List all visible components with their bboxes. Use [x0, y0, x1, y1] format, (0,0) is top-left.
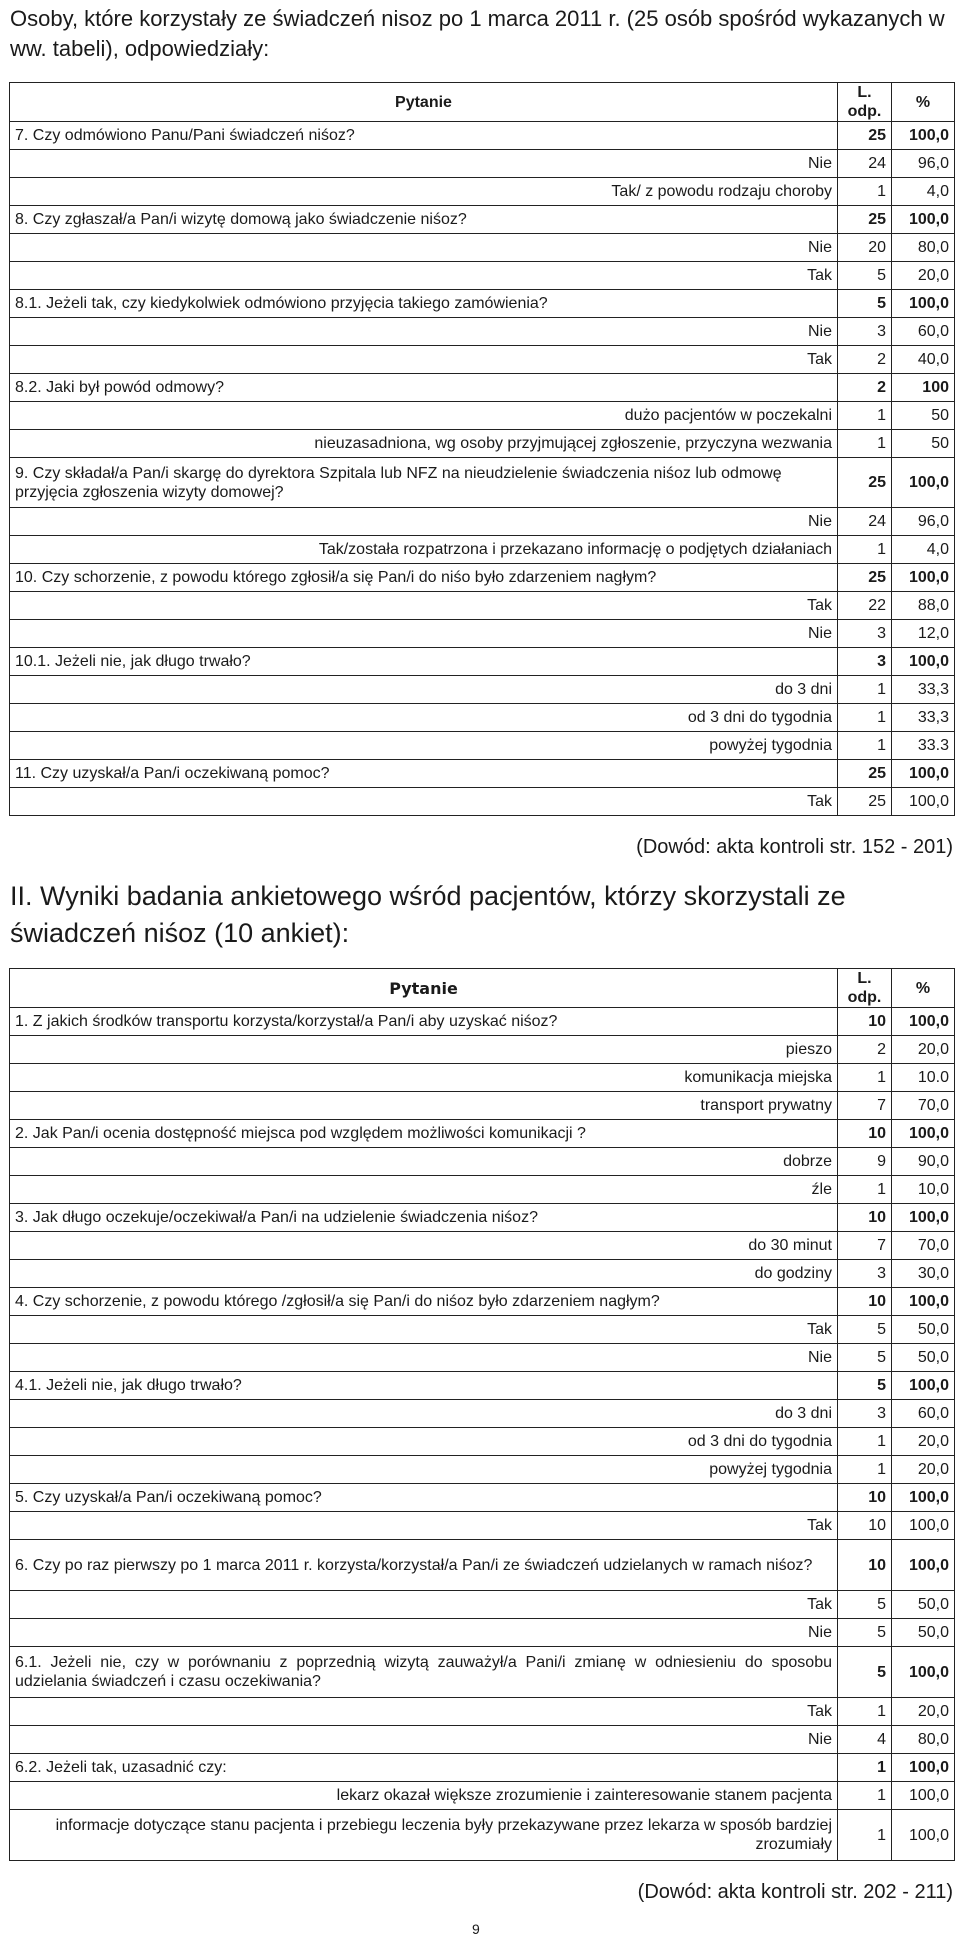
percent-cell: 30,0: [892, 1260, 955, 1288]
count-cell: 1: [838, 1064, 892, 1092]
question-row: [10, 1540, 955, 1591]
answer-row: [10, 1176, 955, 1204]
answer-row: [10, 1698, 955, 1726]
header-percent: %: [892, 83, 955, 122]
evidence-note-1: (Dowód: akta kontroli str. 152 - 201): [636, 836, 953, 858]
count-cell: 5: [838, 1647, 892, 1698]
answer-text: Nie: [10, 318, 838, 346]
count-cell: 9: [838, 1148, 892, 1176]
answer-text: od 3 dni do tygodnia: [10, 704, 838, 732]
percent-cell: 60,0: [892, 318, 955, 346]
count-cell: 3: [838, 1400, 892, 1428]
answer-text: źle: [10, 1176, 838, 1204]
question-row: [10, 1288, 955, 1316]
answer-row: [10, 1260, 955, 1288]
count-cell: 5: [838, 1344, 892, 1372]
header-question: Pytanie: [10, 83, 838, 122]
percent-cell: 100,0: [892, 1372, 955, 1400]
percent-cell: 50,0: [892, 1619, 955, 1647]
count-cell: 3: [838, 648, 892, 676]
count-cell: 2: [838, 374, 892, 402]
count-cell: 1: [838, 402, 892, 430]
question-text: 9. Czy składał/a Pan/i skargę do dyrektora Szpitala lub NFZ na nieudzielenie świadczenia niśoz lub odmowę przyjęcia zgłoszenia wizyty domowej?: [10, 458, 838, 508]
survey-table-2-body: [10, 969, 955, 1861]
answer-row: [10, 1428, 955, 1456]
percent-cell: 4,0: [892, 178, 955, 206]
answer-row: [10, 1619, 955, 1647]
answer-text: do 3 dni: [10, 1400, 838, 1428]
answer-text: pieszo: [10, 1036, 838, 1064]
percent-cell: 100,0: [892, 1540, 955, 1591]
answer-row: [10, 1726, 955, 1754]
answer-row: [10, 1512, 955, 1540]
answer-row: [10, 508, 955, 536]
answer-text: informacje dotyczące stanu pacjenta i przebiegu leczenia były przekazywane przez lekarza w sposób bardziej zrozumiały: [10, 1810, 838, 1861]
question-row: [10, 1647, 955, 1698]
question-row: [10, 374, 955, 402]
percent-cell: 100,0: [892, 1204, 955, 1232]
answer-text: Tak: [10, 1316, 838, 1344]
answer-row: [10, 346, 955, 374]
percent-cell: 20,0: [892, 1456, 955, 1484]
count-cell: 25: [838, 206, 892, 234]
question-row: [10, 564, 955, 592]
percent-cell: 40,0: [892, 346, 955, 374]
percent-cell: 96,0: [892, 150, 955, 178]
answer-row: [10, 788, 955, 816]
percent-cell: 70,0: [892, 1092, 955, 1120]
count-cell: 25: [838, 564, 892, 592]
percent-cell: 4,0: [892, 536, 955, 564]
count-cell: 3: [838, 620, 892, 648]
question-text: 3. Jak długo oczekuje/oczekiwał/a Pan/i na udzielenie świadczenia niśoz?: [10, 1204, 838, 1232]
percent-cell: 100,0: [892, 1008, 955, 1036]
percent-cell: 50,0: [892, 1316, 955, 1344]
answer-row: [10, 536, 955, 564]
question-text: 4.1. Jeżeli nie, jak długo trwało?: [10, 1372, 838, 1400]
count-cell: 7: [838, 1232, 892, 1260]
answer-text: Nie: [10, 1619, 838, 1647]
count-cell: 1: [838, 536, 892, 564]
percent-cell: 33,3: [892, 676, 955, 704]
count-cell: 10: [838, 1204, 892, 1232]
question-row: [10, 290, 955, 318]
count-cell: 5: [838, 1619, 892, 1647]
evidence-note-2: (Dowód: akta kontroli str. 202 - 211): [637, 1881, 953, 1903]
answer-text: Nie: [10, 1344, 838, 1372]
count-cell: 1: [838, 178, 892, 206]
percent-cell: 20,0: [892, 1698, 955, 1726]
answer-text: do 30 minut: [10, 1232, 838, 1260]
percent-cell: 100,0: [892, 290, 955, 318]
percent-cell: 100,0: [892, 648, 955, 676]
answer-row: [10, 1316, 955, 1344]
question-row: [10, 1754, 955, 1782]
count-cell: 24: [838, 508, 892, 536]
question-row: [10, 1204, 955, 1232]
percent-cell: 100,0: [892, 760, 955, 788]
percent-cell: 50: [892, 430, 955, 458]
percent-cell: 100,0: [892, 458, 955, 508]
count-cell: 10: [838, 1540, 892, 1591]
question-text: 4. Czy schorzenie, z powodu którego /zgłosił/a się Pan/i do niśoz było zdarzeniem nagłym?: [10, 1288, 838, 1316]
percent-cell: 60,0: [892, 1400, 955, 1428]
answer-text: powyżej tygodnia: [10, 1456, 838, 1484]
answer-text: Tak: [10, 1512, 838, 1540]
section-heading: II. Wyniki badania ankietowego wśród pacjentów, którzy skorzystali ze świadczeń niśoz (10 ankiet):: [10, 881, 846, 948]
answer-row: [10, 178, 955, 206]
question-text: 10. Czy schorzenie, z powodu którego zgłosił/a się Pan/i do niśo było zdarzeniem nagłym?: [10, 564, 838, 592]
answer-text: do 3 dni: [10, 676, 838, 704]
count-cell: 1: [838, 704, 892, 732]
answer-text: Tak: [10, 346, 838, 374]
count-cell: 1: [838, 430, 892, 458]
percent-cell: 100,0: [892, 1484, 955, 1512]
question-row: [10, 1008, 955, 1036]
percent-cell: 100,0: [892, 1120, 955, 1148]
percent-cell: 50: [892, 402, 955, 430]
count-cell: 1: [838, 1810, 892, 1861]
answer-text: Tak: [10, 1591, 838, 1619]
count-cell: 1: [838, 1782, 892, 1810]
answer-text: Nie: [10, 620, 838, 648]
count-cell: 4: [838, 1726, 892, 1754]
count-cell: 5: [838, 290, 892, 318]
answer-text: Nie: [10, 508, 838, 536]
answer-text: Nie: [10, 1726, 838, 1754]
percent-cell: 100,0: [892, 1647, 955, 1698]
count-cell: 1: [838, 676, 892, 704]
header-percent: %: [892, 969, 955, 1008]
header-question: Pytanie: [10, 969, 838, 1008]
question-row: [10, 1372, 955, 1400]
survey-table-1-body: [10, 83, 955, 816]
percent-cell: 20,0: [892, 1036, 955, 1064]
percent-cell: 20,0: [892, 1428, 955, 1456]
answer-row: [10, 1092, 955, 1120]
header-count: L. odp.: [838, 969, 892, 1008]
question-text: 6.1. Jeżeli nie, czy w porównaniu z poprzednią wizytą zauważył/a Pani/i zmianę w odniesieniu do sposobu udzielania świadczeń i czasu oczekiwania?: [10, 1647, 838, 1698]
percent-cell: 100,0: [892, 122, 955, 150]
survey-table-1: [9, 82, 955, 816]
count-cell: 10: [838, 1008, 892, 1036]
answer-row: [10, 430, 955, 458]
question-text: 8.2. Jaki był powód odmowy?: [10, 374, 838, 402]
answer-text: Tak/ z powodu rodzaju choroby: [10, 178, 838, 206]
answer-text: Tak: [10, 1698, 838, 1726]
percent-cell: 100,0: [892, 1810, 955, 1861]
percent-cell: 88,0: [892, 592, 955, 620]
percent-cell: 80,0: [892, 234, 955, 262]
answer-text: transport prywatny: [10, 1092, 838, 1120]
percent-cell: 10.0: [892, 1064, 955, 1092]
question-text: 1. Z jakich środków transportu korzysta/korzystał/a Pan/i aby uzyskać niśoz?: [10, 1008, 838, 1036]
question-text: 8.1. Jeżeli tak, czy kiedykolwiek odmówiono przyjęcia takiego zamówienia?: [10, 290, 838, 318]
percent-cell: 50,0: [892, 1591, 955, 1619]
answer-row: [10, 1591, 955, 1619]
answer-row: [10, 1036, 955, 1064]
count-cell: 5: [838, 1316, 892, 1344]
percent-cell: 20,0: [892, 262, 955, 290]
percent-cell: 10,0: [892, 1176, 955, 1204]
count-cell: 2: [838, 346, 892, 374]
count-cell: 25: [838, 788, 892, 816]
question-text: 8. Czy zgłaszał/a Pan/i wizytę domową jako świadczenie niśoz?: [10, 206, 838, 234]
percent-cell: 100,0: [892, 1288, 955, 1316]
count-cell: 20: [838, 234, 892, 262]
table-header-row: [10, 83, 955, 122]
answer-text: nieuzasadniona, wg osoby przyjmującej zgłoszenie, przyczyna wezwania: [10, 430, 838, 458]
answer-text: Tak: [10, 262, 838, 290]
percent-cell: 80,0: [892, 1726, 955, 1754]
question-text: 11. Czy uzyskał/a Pan/i oczekiwaną pomoc?: [10, 760, 838, 788]
answer-text: Tak: [10, 788, 838, 816]
answer-row: [10, 620, 955, 648]
question-row: [10, 122, 955, 150]
count-cell: 10: [838, 1512, 892, 1540]
question-row: [10, 760, 955, 788]
count-cell: 3: [838, 318, 892, 346]
answer-row: [10, 402, 955, 430]
percent-cell: 33.3: [892, 732, 955, 760]
count-cell: 5: [838, 1591, 892, 1619]
percent-cell: 100,0: [892, 1782, 955, 1810]
answer-row: [10, 592, 955, 620]
question-row: [10, 206, 955, 234]
question-row: [10, 1120, 955, 1148]
answer-row: [10, 732, 955, 760]
page-number: 9: [472, 1921, 480, 1937]
percent-cell: 100,0: [892, 788, 955, 816]
percent-cell: 96,0: [892, 508, 955, 536]
answer-text: od 3 dni do tygodnia: [10, 1428, 838, 1456]
answer-row: [10, 676, 955, 704]
question-row: [10, 1484, 955, 1512]
count-cell: 1: [838, 1176, 892, 1204]
answer-text: dużo pacjentów w poczekalni: [10, 402, 838, 430]
table-header-row: [10, 969, 955, 1008]
answer-row: [10, 150, 955, 178]
count-cell: 25: [838, 122, 892, 150]
answer-row: [10, 262, 955, 290]
percent-cell: 100,0: [892, 564, 955, 592]
count-cell: 1: [838, 1698, 892, 1726]
answer-row: [10, 1810, 955, 1861]
answer-row: [10, 1148, 955, 1176]
answer-row: [10, 1232, 955, 1260]
percent-cell: 100,0: [892, 1754, 955, 1782]
survey-table-2: [9, 968, 955, 1861]
percent-cell: 12,0: [892, 620, 955, 648]
question-row: [10, 648, 955, 676]
count-cell: 10: [838, 1120, 892, 1148]
count-cell: 1: [838, 1456, 892, 1484]
answer-text: Nie: [10, 150, 838, 178]
question-text: 5. Czy uzyskał/a Pan/i oczekiwaną pomoc?: [10, 1484, 838, 1512]
percent-cell: 100,0: [892, 206, 955, 234]
question-row: [10, 458, 955, 508]
answer-text: Tak: [10, 592, 838, 620]
answer-row: [10, 704, 955, 732]
percent-cell: 70,0: [892, 1232, 955, 1260]
count-cell: 3: [838, 1260, 892, 1288]
question-text: 6.2. Jeżeli tak, uzasadnić czy:: [10, 1754, 838, 1782]
percent-cell: 90,0: [892, 1148, 955, 1176]
answer-row: [10, 1782, 955, 1810]
answer-text: do godziny: [10, 1260, 838, 1288]
count-cell: 1: [838, 1754, 892, 1782]
count-cell: 1: [838, 1428, 892, 1456]
answer-text: lekarz okazał większe zrozumienie i zainteresowanie stanem pacjenta: [10, 1782, 838, 1810]
answer-row: [10, 1064, 955, 1092]
header-count: L. odp.: [838, 83, 892, 122]
answer-text: komunikacja miejska: [10, 1064, 838, 1092]
intro-text: Osoby, które korzystały ze świadczeń nisoz po 1 marca 2011 r. (25 osób spośród wykazanych w ww. tabeli), odpowiedziały:: [10, 6, 945, 61]
question-text: 6. Czy po raz pierwszy po 1 marca 2011 r. korzysta/korzystał/a Pan/i ze świadczeń udzielanych w ramach niśoz?: [10, 1540, 838, 1591]
count-cell: 2: [838, 1036, 892, 1064]
count-cell: 22: [838, 592, 892, 620]
percent-cell: 100: [892, 374, 955, 402]
answer-row: [10, 234, 955, 262]
count-cell: 25: [838, 760, 892, 788]
answer-text: Tak/została rozpatrzona i przekazano informację o podjętych działaniach: [10, 536, 838, 564]
count-cell: 1: [838, 732, 892, 760]
answer-row: [10, 318, 955, 346]
answer-text: dobrze: [10, 1148, 838, 1176]
count-cell: 25: [838, 458, 892, 508]
answer-text: powyżej tygodnia: [10, 732, 838, 760]
answer-row: [10, 1400, 955, 1428]
count-cell: 24: [838, 150, 892, 178]
count-cell: 5: [838, 1372, 892, 1400]
answer-text: Nie: [10, 234, 838, 262]
percent-cell: 33,3: [892, 704, 955, 732]
percent-cell: 50,0: [892, 1344, 955, 1372]
answer-row: [10, 1344, 955, 1372]
question-text: 7. Czy odmówiono Panu/Pani świadczeń niśoz?: [10, 122, 838, 150]
question-text: 2. Jak Pan/i ocenia dostępność miejsca pod względem możliwości komunikacji ?: [10, 1120, 838, 1148]
count-cell: 7: [838, 1092, 892, 1120]
count-cell: 10: [838, 1484, 892, 1512]
count-cell: 10: [838, 1288, 892, 1316]
answer-row: [10, 1456, 955, 1484]
count-cell: 5: [838, 262, 892, 290]
question-text: 10.1. Jeżeli nie, jak długo trwało?: [10, 648, 838, 676]
percent-cell: 100,0: [892, 1512, 955, 1540]
